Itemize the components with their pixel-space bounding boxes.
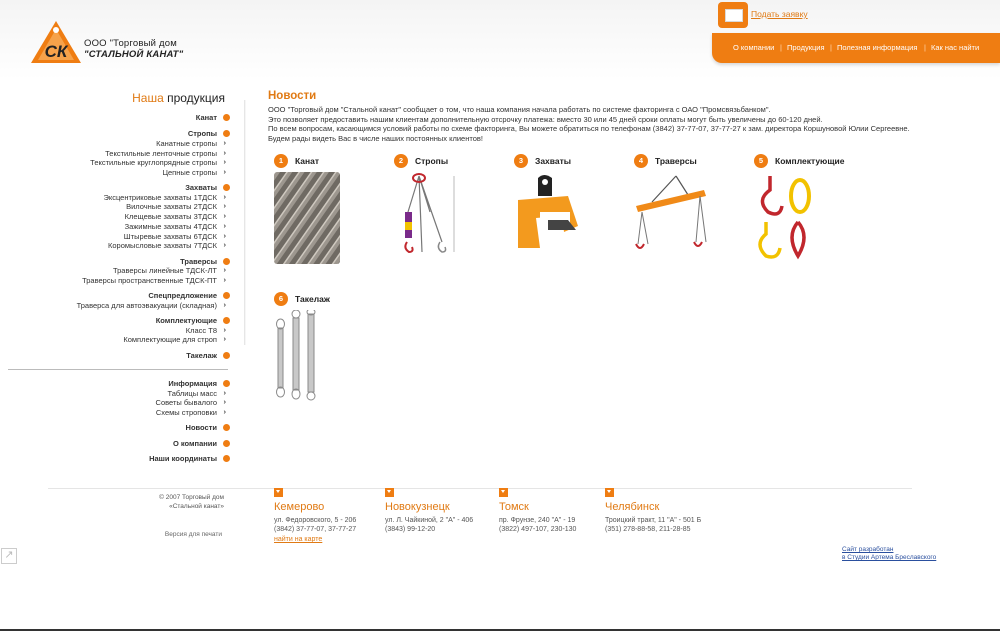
product-label[interactable]: Захваты <box>535 156 572 166</box>
nav-item-about[interactable]: О компании <box>733 43 775 52</box>
sidebar-subitem[interactable]: Текстильные круглопрядные стропы › <box>90 158 217 167</box>
nav-separator: | <box>830 43 832 52</box>
product-card-rope[interactable] <box>274 154 394 269</box>
news-paragraph: По всем вопросам, касающимся условий работы по схеме факторинга, Вы можете обратиться по телефонам (3842) 37-77-07, 37-77-27 к зам. директора Коршуновой Юлии Сергеевне. <box>268 124 910 133</box>
phone-line: (351) 278-88-58, 211-28-85 <box>605 526 691 533</box>
sidebar-subitem[interactable]: Клещевые захваты 3ТДСК › <box>125 212 217 221</box>
product-label[interactable]: Канат <box>295 156 320 166</box>
product-number: 3 <box>514 154 528 168</box>
clamp-image <box>514 172 594 264</box>
nav-item-info[interactable]: Полезная информация <box>837 43 918 52</box>
turnbuckle-image <box>274 310 354 402</box>
sidebar-subitem[interactable]: Зажимные захваты 4ТДСК › <box>125 222 217 231</box>
product-card-grips[interactable] <box>514 154 634 269</box>
hooks-image <box>754 172 834 264</box>
city-name: Томск <box>499 501 529 513</box>
copyright <box>150 493 224 511</box>
page-title: Новости <box>268 90 317 102</box>
chevron-down-icon <box>274 488 283 497</box>
sidebar-subitem[interactable]: Траверса для автоэвакуации (складная) › <box>77 301 217 310</box>
sidebar-subitem[interactable]: Комплектующие для строп › <box>123 335 217 344</box>
chevron-down-icon <box>385 488 394 497</box>
city-address <box>605 516 701 534</box>
news-paragraph: Это позволяет предоставить нашим клиентам дополнительную отсрочку платежа: вместо 30 или 45 дней сроки оплаты могут быть увеличены до 60-120 дней. <box>268 114 823 124</box>
print-version-link[interactable]: Версия для печати <box>164 531 222 538</box>
product-label[interactable]: Траверсы <box>655 156 697 166</box>
sidebar-item-grips[interactable]: Захваты <box>185 183 217 192</box>
sidebar-title-accent: Наша <box>132 91 164 105</box>
city-address <box>385 516 473 534</box>
logo-mark-icon <box>30 20 82 64</box>
sidebar-item-components[interactable]: Комплектующие <box>155 316 217 325</box>
nav-separator: | <box>780 43 782 52</box>
sling-image <box>394 172 474 264</box>
developer-credit-link[interactable] <box>842 546 936 562</box>
product-label[interactable]: Стропы <box>415 156 449 166</box>
logo-line-1: ООО "Торговый дом <box>84 38 177 49</box>
product-label[interactable]: Такелаж <box>295 294 330 304</box>
address-line: пр. Фрунзе, 240 "А" - 19 <box>499 517 576 524</box>
product-number: 6 <box>274 292 288 306</box>
wire-rope-image <box>274 172 344 264</box>
sidebar-subitem[interactable]: Траверсы линейные ТДСК-ЛТ › <box>113 266 217 275</box>
svg-text:СК: СК <box>44 42 68 61</box>
product-label[interactable]: Комплектующие <box>775 156 845 166</box>
news-paragraph: Будем рады видеть Вас в числе наших постоянных клиентов! <box>268 133 483 143</box>
credit-line[interactable]: Сайт разработан <box>842 546 894 553</box>
product-card-components[interactable] <box>754 154 874 269</box>
address-line: ул. Л. Чайкиной, 2 "А" - 406 <box>385 517 474 524</box>
nav-separator: | <box>924 43 926 52</box>
resize-arrow-icon[interactable]: ↗ <box>1 548 17 564</box>
product-number: 1 <box>274 154 288 168</box>
chevron-down-icon <box>499 488 508 497</box>
sidebar-subitem[interactable]: Класс Т8 › <box>186 326 217 335</box>
sidebar-subitem[interactable]: Цепные стропы › <box>162 168 217 177</box>
sidebar-item-rope[interactable]: Канат <box>195 113 217 122</box>
sidebar-subitem[interactable]: Таблицы масс › <box>167 389 217 398</box>
footer-divider <box>48 488 912 489</box>
sidebar-item-special[interactable]: Спецпредложение <box>148 291 217 300</box>
phone-line: (3842) 37-77-07, 37-77-27 <box>274 526 357 533</box>
sidebar-title-rest: продукция <box>163 91 225 105</box>
city-address <box>499 516 576 534</box>
sidebar-subitem[interactable]: Текстильные ленточные стропы › <box>105 149 217 158</box>
product-card-slings[interactable] <box>394 154 514 269</box>
product-card-rigging[interactable] <box>274 292 394 407</box>
sidebar-item-coordinates[interactable]: Наши координаты <box>149 454 217 463</box>
product-number: 2 <box>394 154 408 168</box>
phone-line: (3822) 497-107, 230-130 <box>499 526 577 533</box>
sidebar-subitem[interactable]: Советы бывалого › <box>156 398 217 407</box>
city-name: Новокузнецк <box>385 501 450 513</box>
nav-item-products[interactable]: Продукция <box>787 43 825 52</box>
credit-line[interactable]: в Студии Артема Бреславского <box>842 554 937 561</box>
product-card-traverses[interactable] <box>634 154 754 269</box>
copyright-line: «Стальной канат» <box>169 503 224 510</box>
sidebar-item-traverses[interactable]: Траверсы <box>180 257 217 266</box>
order-request-link[interactable]: Подать заявку <box>751 9 808 19</box>
sidebar-title <box>132 91 225 105</box>
logo-line-2: "СТАЛЬНОЙ КАНАТ" <box>84 49 184 60</box>
sidebar-item-information[interactable]: Информация <box>168 379 217 388</box>
nav-item-contacts[interactable]: Как нас найти <box>931 43 980 52</box>
company-logo[interactable] <box>30 20 210 66</box>
sidebar-item-slings[interactable]: Стропы <box>187 129 217 138</box>
sidebar-item-about[interactable]: О компании <box>172 439 217 448</box>
product-number: 5 <box>754 154 768 168</box>
sidebar-subitem[interactable]: Коромысловые захваты 7ТДСК › <box>108 241 217 250</box>
top-nav <box>712 33 1000 63</box>
sidebar-subitem[interactable]: Эксцентриковые захваты 1ТДСК › <box>103 193 217 202</box>
news-paragraph: ООО "Торговый дом "Стальной канат" сообщает о том, что наша компания начала работать по системе факторинга с ОАО "Промсвязьбанком". <box>268 105 771 114</box>
sidebar-divider <box>244 100 246 345</box>
sidebar-subitem[interactable]: Схемы строповки › <box>156 408 217 417</box>
phone-line: (3843) 99-12-20 <box>385 526 436 533</box>
address-line: ул. Федоровского, 5 - 206 <box>274 517 357 524</box>
sidebar-subitem[interactable]: Траверсы пространственные ТДСК-ПТ › <box>82 276 217 285</box>
address-line: Троицкий тракт, 11 "А" - 501 Б <box>605 517 702 524</box>
city-name: Кемерово <box>274 501 325 513</box>
chevron-down-icon <box>605 488 614 497</box>
envelope-icon <box>718 2 748 28</box>
city-address <box>274 516 356 534</box>
sidebar-subitem[interactable]: Штыревые захваты 6ТДСК › <box>124 232 217 241</box>
city-name: Челябинск <box>605 501 660 513</box>
sidebar-item-rigging[interactable]: Такелаж <box>186 351 217 360</box>
traverse-image <box>634 172 714 264</box>
sidebar-item-news[interactable]: Новости <box>185 423 217 432</box>
sidebar-subitem[interactable]: Вилочные захваты 2ТДСК › <box>126 202 217 211</box>
product-number: 4 <box>634 154 648 168</box>
sidebar-subitem[interactable]: Канатные стропы › <box>156 139 217 148</box>
find-on-map-link[interactable]: найти на карте <box>274 536 323 543</box>
logo-text <box>84 38 183 60</box>
sidebar-separator <box>8 369 228 370</box>
news-text <box>268 105 968 143</box>
copyright-line: © 2007 Торговый дом <box>159 494 224 501</box>
